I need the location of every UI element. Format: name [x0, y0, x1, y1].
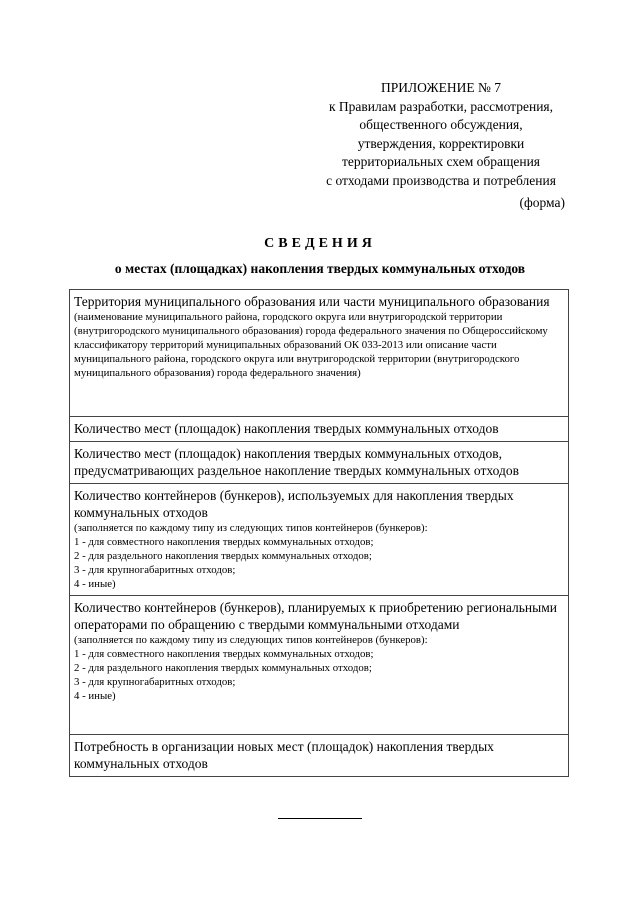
table-row	[70, 442, 569, 484]
table-cell	[70, 735, 569, 777]
note-line: 1 - для совместного накопления твердых коммунальных отходов;	[74, 536, 374, 548]
row-note-text	[74, 633, 564, 703]
appendix-line: с отходами производства и потребления	[326, 172, 556, 188]
table-cell	[70, 484, 569, 596]
table-cell	[70, 417, 569, 442]
row-main-text: Количество контейнеров (бункеров), планируемых к приобретению региональными операторами по обращению с твердыми коммунальными отходами	[74, 600, 557, 632]
form-note: (форма)	[519, 195, 565, 210]
footnote-divider	[278, 818, 362, 819]
note-line: (наименование муниципального района, городского округа или внутригородской территории (внутригородского муниципального образования) города федерального значения по Общероссийскому классификатору территорий муниципальных образований ОК 033-2013 или описание части муниципального района, городского округа или внутригородской территории (внутригородского муниципального образования) города федерального значения)	[74, 311, 548, 379]
note-line: 2 - для раздельного накопления твердых коммунальных отходов;	[74, 662, 372, 674]
appendix-line: территориальных схем обращения	[341, 154, 541, 169]
table-row	[70, 596, 569, 735]
table-row	[70, 484, 569, 596]
row-main-text: Количество мест (площадок) накопления твердых коммунальных отходов	[74, 421, 499, 436]
appendix-line: общественного обсуждения,	[359, 117, 523, 132]
note-line: 1 - для совместного накопления твердых коммунальных отходов;	[74, 648, 374, 660]
form-table	[69, 289, 569, 777]
row-main-text: Количество контейнеров (бункеров), используемых для накопления твердых коммунальных отходов	[74, 488, 514, 520]
table-row	[70, 417, 569, 442]
appendix-header	[296, 79, 586, 190]
row-note-text	[74, 310, 564, 380]
row-main-text: Количество мест (площадок) накопления твердых коммунальных отходов, предусматривающих раздельное накопление твердых коммунальных отходов	[74, 446, 519, 478]
note-line: (заполняется по каждому типу из следующих типов контейнеров (бункеров):	[74, 522, 428, 534]
note-line: 2 - для раздельного накопления твердых коммунальных отходов;	[74, 550, 372, 562]
table-cell	[70, 442, 569, 484]
document-title: СВЕДЕНИЯ	[264, 236, 376, 251]
note-line: 3 - для крупногабаритных отходов;	[74, 676, 236, 688]
note-line: 4 - иные)	[74, 690, 116, 702]
row-note-text	[74, 521, 564, 591]
appendix-line: к Правилам разработки, рассмотрения,	[328, 98, 554, 114]
document-subtitle: о местах (площадках) накопления твердых коммунальных отходов	[114, 261, 526, 276]
table-row	[70, 735, 569, 777]
table-row	[70, 290, 569, 417]
note-line: 3 - для крупногабаритных отходов;	[74, 564, 236, 576]
note-line: 4 - иные)	[74, 578, 116, 590]
table-cell	[70, 290, 569, 417]
appendix-title: ПРИЛОЖЕНИЕ № 7	[380, 80, 502, 95]
note-line: (заполняется по каждому типу из следующих типов контейнеров (бункеров):	[74, 634, 428, 646]
table-cell	[70, 596, 569, 735]
appendix-line: утверждения, корректировки	[357, 135, 525, 151]
row-main-text: Потребность в организации новых мест (площадок) накопления твердых коммунальных отходов	[74, 739, 494, 771]
row-main-text: Территория муниципального образования или части муниципального образования	[74, 294, 550, 309]
